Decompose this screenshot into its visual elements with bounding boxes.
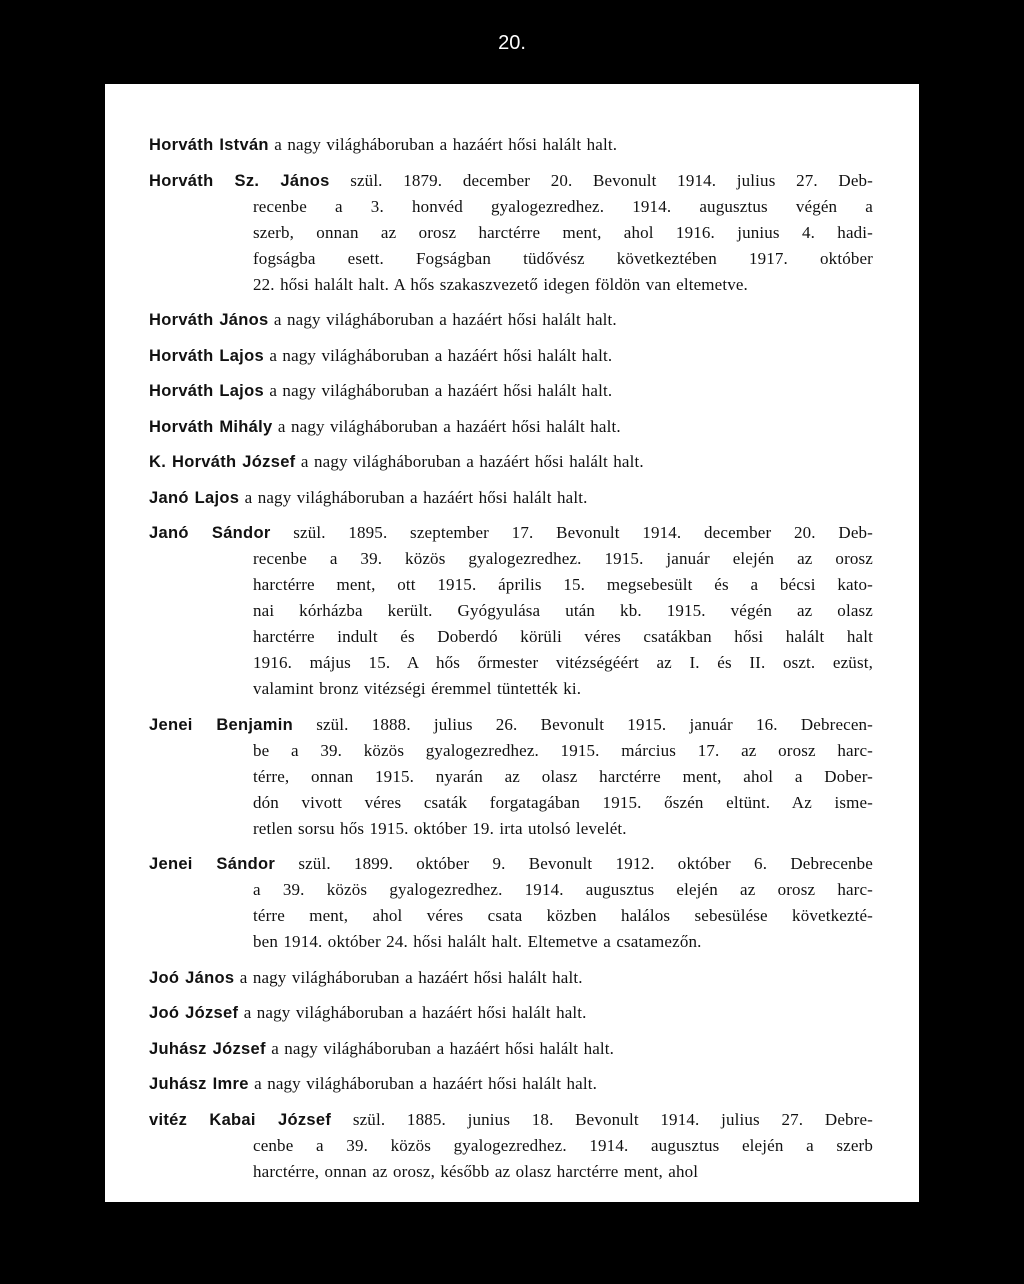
entry-text: szül. 1899. október 9. Bevonult 1912. október 6. Debrecenbe [298,854,874,873]
entry-line [149,520,873,546]
memorial-entry [149,520,873,702]
entry-line [149,1107,873,1133]
entry-line [149,851,873,877]
entry-line [149,965,873,991]
page-number: 20. [498,32,526,54]
entry-line [149,738,873,764]
entry-text: ben 1914. október 24. hősi halált halt. Eltemetve a csatamezőn. [253,932,702,951]
person-name: Horváth Sz. János [149,171,330,190]
entry-line [149,676,873,702]
entry-text: nai kórházba került. Gyógyulása után kb. 1915. végén az olasz [253,601,873,620]
memorial-entry [149,965,873,991]
entry-text: a nagy világháboruban a hazáért hősi halált halt. [277,416,621,436]
entry-line [149,1036,873,1062]
person-name: Juhász József [149,1039,266,1058]
entry-line [149,650,873,676]
entry-text: fogságba esett. Fogságban tüdővész következtében 1917. október [253,248,873,268]
entry-line [149,132,873,158]
entry-line [149,572,873,598]
entry-text: harctérre indult és Doberdó körüli véres csatákban hősi halált halt [253,627,873,646]
person-name: Horváth Lajos [149,346,264,365]
entry-line [149,624,873,650]
person-name: Juhász Imre [149,1075,249,1093]
entry-text: a nagy világháboruban a hazáért hősi halált halt. [244,487,588,507]
entry-text: a nagy világháboruban a hazáért hősi halált halt. [300,452,644,471]
entry-text: a 39. közös gyalogezredhez. 1914. augusztus elején az orosz harc- [253,880,873,899]
entry-text: 1916. május 15. A hős őrmester vitézségéért az I. és II. oszt. ezüst, [253,653,873,672]
memorial-entry [149,378,873,404]
entry-line [149,764,873,790]
person-name: Horváth Mihály [149,417,273,436]
entry-text: harctérre ment, ott 1915. április 15. megsebesült és a bécsi kato- [253,575,873,594]
entry-text: a nagy világháboruban a hazáért hősi halált halt. [239,967,583,987]
person-name: Janó Lajos [149,488,240,507]
person-name: vitéz Kabai József [149,1110,332,1129]
entry-line [149,903,873,929]
person-name: Joó János [149,968,235,987]
entry-text: szül. 1888. julius 26. Bevonult 1915. január 16. Debrecen- [316,714,873,734]
entry-line [149,220,873,246]
entry-line [149,485,873,511]
person-name: Horváth János [149,311,269,329]
entry-line [149,378,873,404]
entry-text: retlen sorsu hős 1915. október 19. irta utolsó levelét. [253,818,627,838]
entry-text: harctérre, onnan az orosz, később az olasz harctérre ment, ahol [253,1161,699,1181]
document-page [103,82,921,1204]
entry-line [149,1000,873,1026]
entry-text: szerb, onnan az orosz harctérre ment, ahol 1916. junius 4. hadi- [253,222,873,242]
entry-text: a nagy világháboruban a hazáért hősi halált halt. [254,1074,597,1093]
entry-text: szül. 1885. junius 18. Bevonult 1914. julius 27. Debre- [352,1109,873,1129]
memorial-entry [149,132,873,158]
entry-line [149,307,873,333]
entry-line [149,1159,873,1185]
entry-line [149,816,873,842]
memorial-entry [149,414,873,440]
person-name: Horváth István [149,136,269,154]
memorial-entry [149,1071,873,1097]
person-name: Jenei Sándor [149,855,276,873]
entry-line [149,168,873,194]
entry-line [149,712,873,738]
person-name: Jenei Benjamin [149,715,294,734]
entry-text: a nagy világháboruban a hazáért hősi halált halt. [273,310,617,329]
entry-line [149,877,873,903]
entry-text: a nagy világháboruban a hazáért hősi halált halt. [271,1038,615,1058]
entry-text: térre ment, ahol véres csata közben halálos sebesülése következté- [253,906,873,925]
memorial-entry [149,168,873,298]
entry-text: recenbe a 39. közös gyalogezredhez. 1915. január elején az orosz [253,549,873,568]
entry-line [149,343,873,369]
entry-line [149,598,873,624]
entry-line [149,272,873,298]
memorial-entry [149,712,873,842]
entry-text: a nagy világháboruban a hazáért hősi halált halt. [269,345,613,365]
person-name: Horváth Lajos [149,382,264,400]
memorial-entry [149,1036,873,1062]
entry-line [149,449,873,475]
memorial-entry [149,449,873,475]
memorial-entry [149,851,873,955]
entry-line [149,546,873,572]
entry-text: valamint bronz vitézségi éremmel tüntették ki. [253,679,582,698]
person-name: Joó József [149,1004,239,1022]
entry-line [149,246,873,272]
entry-text: be a 39. közös gyalogezredhez. 1915. március 17. az orosz harc- [253,740,873,760]
entry-text: cenbe a 39. közös gyalogezredhez. 1914. augusztus elején a szerb [253,1135,873,1155]
memorial-entry-list [149,132,873,1194]
memorial-entry [149,343,873,369]
entry-text: szül. 1879. december 20. Bevonult 1914. julius 27. Deb- [350,170,873,190]
entry-text: dón vivott véres csaták forgatagában 1915. őszén eltünt. Az isme- [253,792,873,812]
entry-text: szül. 1895. szeptember 17. Bevonult 1914. december 20. Deb- [293,523,873,542]
entry-line [149,1071,873,1097]
entry-line [149,194,873,220]
memorial-entry [149,1000,873,1026]
entry-text: a nagy világháboruban a hazáért hősi halált halt. [274,135,618,154]
memorial-entry [149,307,873,333]
entry-text: recenbe a 3. honvéd gyalogezredhez. 1914. augusztus végén a [253,196,873,216]
entry-text: térre, onnan 1915. nyarán az olasz harctérre ment, ahol a Dober- [253,766,873,786]
entry-line [149,790,873,816]
memorial-entry [149,1107,873,1185]
person-name: Janó Sándor [149,524,271,542]
memorial-entry [149,485,873,511]
entry-text: a nagy világháboruban a hazáért hősi halált halt. [243,1003,587,1022]
entry-line [149,414,873,440]
entry-line [149,929,873,955]
entry-line [149,1133,873,1159]
entry-text: a nagy világháboruban a hazáért hősi halált halt. [269,381,613,400]
person-name: K. Horváth József [149,453,296,471]
entry-text: 22. hősi halált halt. A hős szakaszvezető idegen földön van eltemetve. [253,274,748,294]
